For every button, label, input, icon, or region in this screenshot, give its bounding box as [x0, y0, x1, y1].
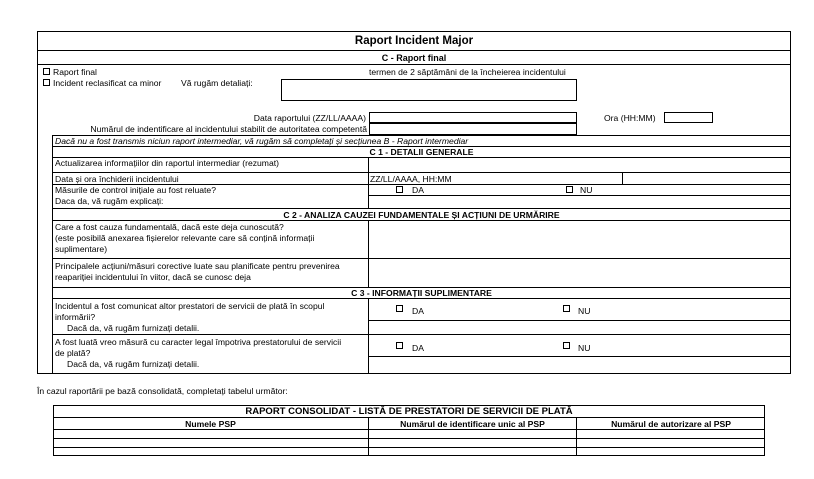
masura-nu-label: NU — [578, 343, 591, 353]
masurile-da-label: DA — [412, 185, 424, 195]
actiuni-label-1: Principalele acțiuni/măsuri corective luate sau planificate pentru prevenirea — [55, 261, 340, 271]
masurile-nu-checkbox[interactable] — [566, 186, 573, 193]
actualizarea-label: Actualizarea informațiilor din raportul intermediar (rezumat) — [55, 158, 279, 168]
explicati-input[interactable] — [369, 196, 790, 208]
daca-da-explicati-label: Daca da, vă rugăm explicați: — [55, 196, 164, 206]
masura-detalii-input[interactable] — [369, 357, 790, 373]
raport-final-label: Raport final — [53, 67, 97, 77]
consolidat-title: RAPORT CONSOLIDAT - LISTĂ DE PRESTATORI DE SERVICII DE PLATĂ — [245, 406, 573, 417]
col-numele-psp: Numele PSP — [185, 419, 236, 429]
reclasificat-label: Incident reclasificat ca minor — [53, 78, 162, 88]
note-intermediar: Dacă nu a fost transmis niciun raport intermediar, vă rugăm să completați și secțiunea B - Raport intermediar — [55, 136, 469, 146]
masura-da-label: DA — [412, 343, 424, 353]
psp-row-2[interactable] — [54, 439, 764, 447]
masura-detalii-label: Dacă da, vă rugăm furnizați detalii. — [67, 359, 200, 369]
psp-row-1[interactable] — [54, 430, 764, 438]
consolidat-intro: În cazul raportării pe bază consolidată, completați tabelul următor: — [37, 386, 288, 396]
masurile-da-checkbox[interactable] — [396, 186, 403, 193]
data-ora-label: Data și ora închiderii incidentului — [55, 174, 179, 184]
form-title: Raport Incident Major — [354, 35, 474, 47]
comunicat-label-1: Incidentul a fost comunicat altor prestatori de servicii de plată în scopul — [55, 301, 325, 311]
section-c-header: C - Raport final — [381, 53, 447, 63]
comunicat-da-checkbox[interactable] — [396, 305, 403, 312]
ora-input[interactable] — [664, 112, 713, 123]
actiuni-label-2: reapariției incidentului în viitor, dacă se cunosc deja — [55, 272, 251, 282]
detalii-label: Vă rugăm detaliați: — [181, 78, 253, 88]
data-ora-format[interactable]: ZZ/LL/AAAA, HH:MM — [370, 174, 452, 184]
psp-row-3[interactable] — [54, 448, 764, 455]
divider — [37, 50, 791, 51]
comunicat-label-2: informării? — [55, 312, 96, 322]
cauza-label-1: Care a fost cauza fundamentală, dacă este deja cunoscută? — [55, 222, 284, 232]
masurile-label: Măsurile de control inițiale au fost reluate? — [55, 185, 216, 195]
masurile-nu-label: NU — [580, 185, 593, 195]
c3-header: C 3 - INFORMAȚII SUPLIMENTARE — [351, 288, 492, 298]
cauza-input[interactable] — [369, 221, 790, 257]
raport-final-checkbox[interactable] — [43, 68, 50, 75]
actiuni-input[interactable] — [369, 259, 790, 286]
numar-identificare-input[interactable] — [369, 123, 577, 135]
raport-final-note: termen de 2 săptămâni de la încheierea incidentului — [369, 67, 566, 77]
numar-identificare-label: Numărul de indentificare al incidentului stabilit de autoritatea competentă — [90, 124, 367, 134]
c2-header: C 2 - ANALIZA CAUZEI FUNDAMENTALE ȘI ACȚIUNI DE URMĂRIRE — [283, 210, 560, 220]
comunicat-detalii-input[interactable] — [369, 321, 790, 334]
data-raport-input[interactable] — [369, 112, 577, 123]
c1-header: C 1 - DETALII GENERALE — [369, 147, 474, 157]
comunicat-da-label: DA — [412, 306, 424, 316]
masura-label-2: de plată? — [55, 348, 91, 358]
masura-label-1: A fost luată vreo măsură cu caracter legal împotriva prestatorului de servicii — [55, 337, 342, 347]
divider — [37, 64, 791, 65]
cauza-label-3: suplimentare) — [55, 244, 108, 254]
col-numar-identificare: Numărul de identificare unic al PSP — [400, 419, 545, 429]
comunicat-nu-label: NU — [578, 306, 591, 316]
masura-nu-checkbox[interactable] — [563, 342, 570, 349]
col-numar-autorizare: Numărul de autorizare al PSP — [611, 419, 731, 429]
actualizarea-input[interactable] — [369, 158, 790, 172]
comunicat-nu-checkbox[interactable] — [563, 305, 570, 312]
cauza-label-2: (este posibilă anexarea fișierelor relevante care să conțină informații — [55, 233, 315, 243]
masura-da-checkbox[interactable] — [396, 342, 403, 349]
detalii-input[interactable] — [281, 79, 577, 101]
data-raport-label: Data raportului (ZZ/LL/AAAA) — [253, 113, 366, 123]
ora-label: Ora (HH:MM) — [604, 113, 656, 123]
reclasificat-checkbox[interactable] — [43, 79, 50, 86]
comunicat-detalii-label: Dacă da, vă rugăm furnizați detalii. — [67, 323, 200, 333]
